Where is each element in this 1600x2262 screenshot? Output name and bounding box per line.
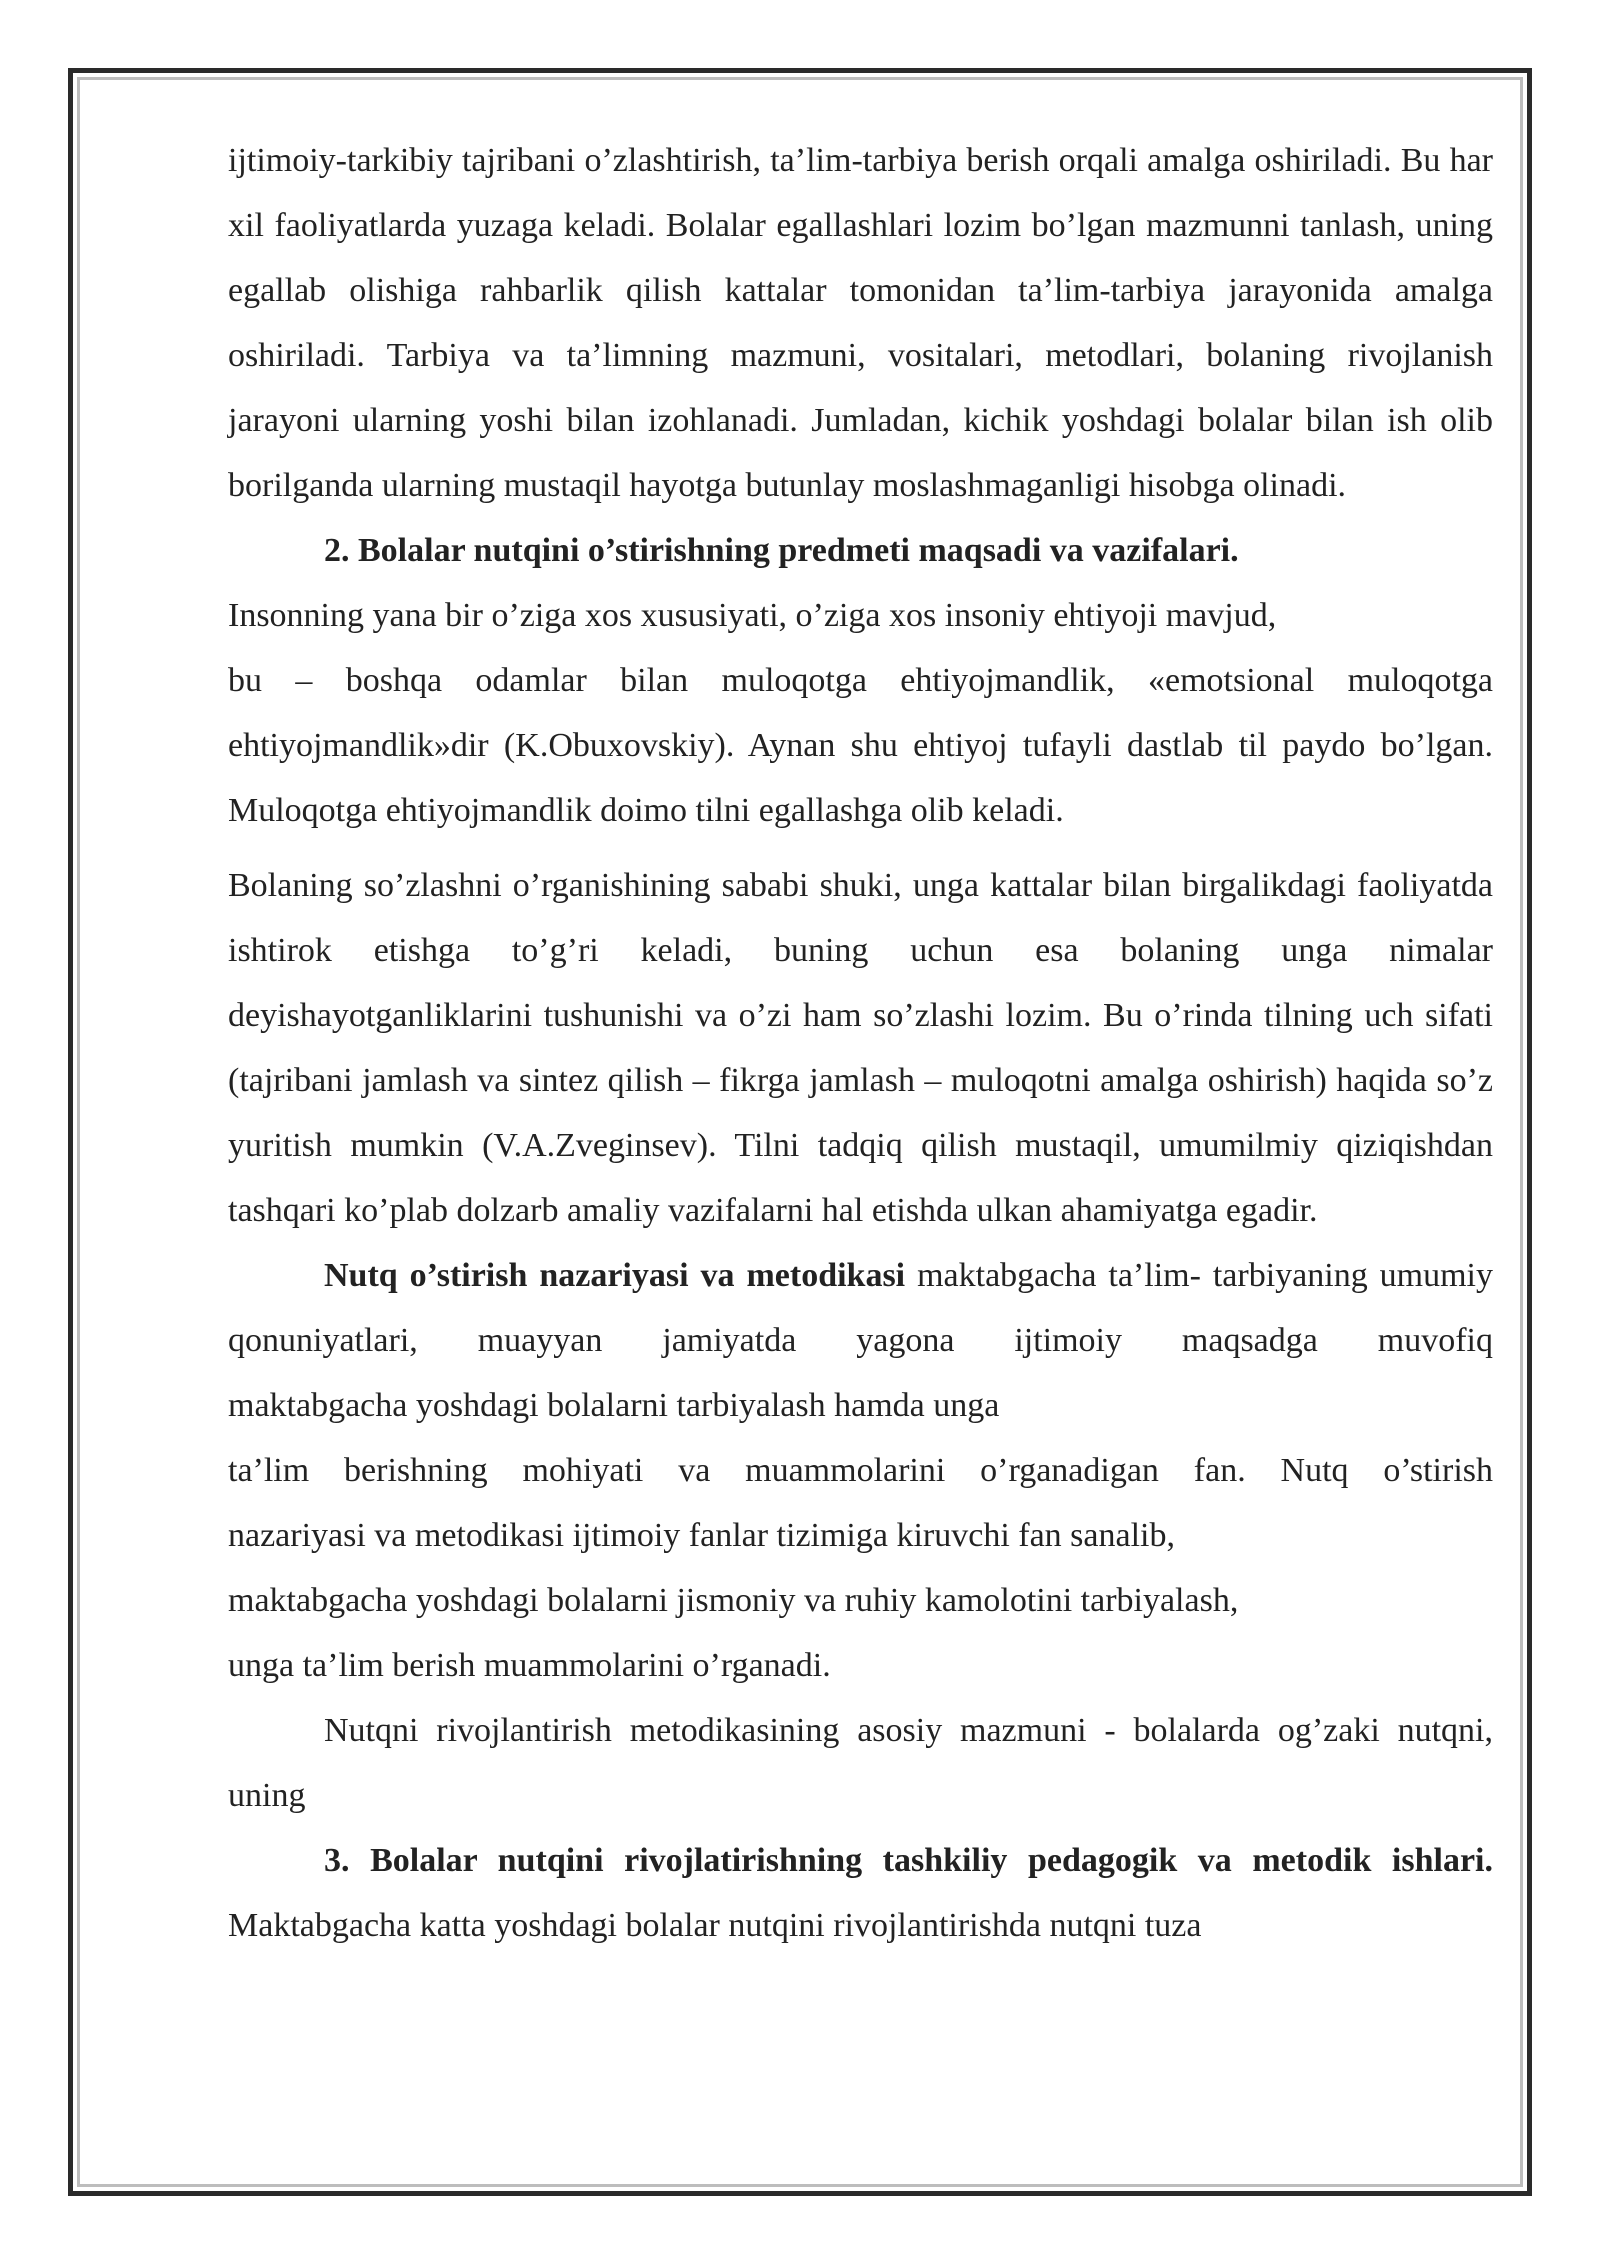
section-3-paragraph [228,1828,1493,1958]
paragraph-4 [228,1243,1493,1373]
paragraph-4-text: maktabgacha ta’lim- tarbiyaning umumiy qonuniyatlari, muayyan jamiyatda yagona ijtimoiy maqsadga muvofiq [228,1257,1493,1359]
section-2-heading [228,518,1493,583]
paragraph-5: Nutqni rivojlantirish metodikasining asosiy mazmuni - bolalarda og’zaki nutqni, uning [228,1712,1493,1814]
paragraph-2-line-1: Insonning yana bir o’ziga xos xususiyati, o’ziga xos insoniy ehtiyoji mavjud, [228,597,1277,634]
paragraph-3: Bolaning so’zlashni o’rganishining sababi shuki, unga kattalar bilan birgalikdagi faoliyatda ishtirok etishga to’g’ri keladi, buning uchun esa bolaning unga nimalar deyishayotganliklarini tushunishi va o’zi ham so’zlashi lozim. Bu o’rinda tilning uch sifati (tajribani jamlash va sintez qilish – fikrga jamlash – muloqotni amalga oshirish) haqida so’z yuritish mumkin (V.A.Zveginsev). Tilni tadqiq qilish mustaqil, umumilmiy qiziqishdan tashqari ko’plab dolzarb amaliy vazifalarni hal etishda ulkan ahamiyatga egadir. [228,867,1493,1229]
paragraph-4-line-4: ta’lim berishning mohiyati va muammolarini o’rganadigan fan. Nutq o’stirish [228,1452,1493,1489]
paragraph-4-line-5: nazariyasi va metodikasi ijtimoiy fanlar tizimiga kiruvchi fan sanalib, [228,1517,1175,1554]
section-3-text: Maktabgacha katta yoshdagi bolalar nutqini rivojlantirishda nutqni tuza [228,1907,1202,1944]
document-body [228,128,1493,1958]
paragraph-2: bu – boshqa odamlar bilan muloqotga ehtiyojmandlik, «emotsional muloqotga ehtiyojmandlik»dir (K.Obuxovskiy). Aynan shu ehtiyoj tufayli dastlab til paydo bo’lgan. Muloqotga ehtiyojmandlik doimo tilni egallashga olib keladi. [228,662,1493,829]
paragraph-4-line-6: maktabgacha yoshdagi bolalarni jismoniy va ruhiy kamolotini tarbiyalash, [228,1582,1239,1619]
paragraph-4-term: Nutq o’stirish nazariyasi va metodikasi [324,1257,906,1294]
section-2-heading-text: 2. Bolalar nutqini o’stirishning predmeti maqsadi va vazifalari. [324,532,1239,569]
paragraph-1: ijtimoiy-tarkibiy tajribani o’zlashtirish, ta’lim-tarbiya berish orqali amalga oshiriladi. Bu har xil faoliyatlarda yuzaga keladi. Bolalar egallashlari lozim bo’lgan mazmunni tanlash, uning egallab olishiga rahbarlik qilish kattalar tomonidan ta’lim-tarbiya jarayonida amalga oshiriladi. Tarbiya va ta’limning mazmuni, vositalari, metodlari, bolaning rivojlanish jarayoni ularning yoshi bilan izohlanadi. Jumladan, kichik yoshdagi bolalar bilan ish olib borilganda ularning mustaqil hayotga butunlay moslashmaganligi hisobga olinadi. [228,142,1493,504]
paragraph-4-line-7: unga ta’lim berish muammolarini o’rganadi. [228,1647,831,1684]
section-3-heading-text: 3. Bolalar nutqini rivojlatirishning tashkiliy pedagogik va metodik ishlari. [324,1842,1493,1879]
paragraph-4-line-3: maktabgacha yoshdagi bolalarni tarbiyalash hamda unga [228,1387,1000,1424]
